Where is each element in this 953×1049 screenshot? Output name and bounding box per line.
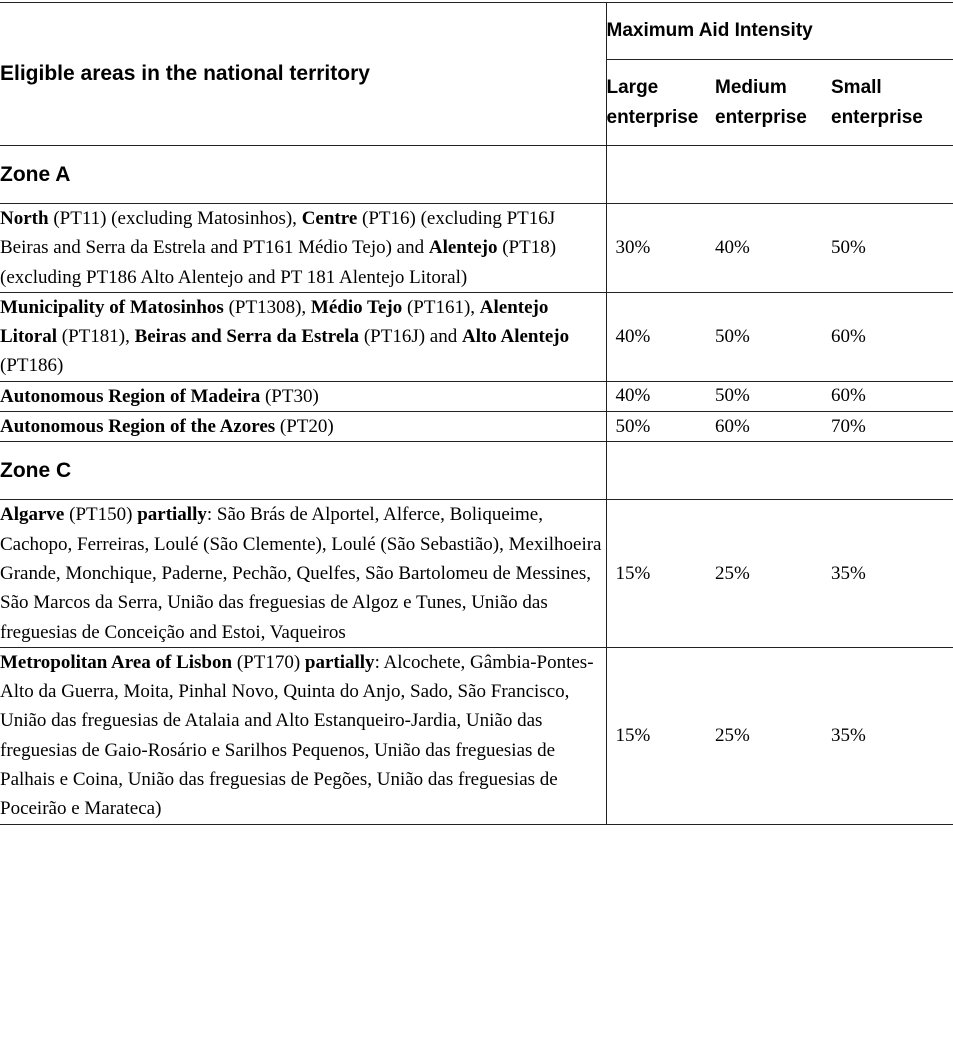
aid-medium-value: 25% [714,647,830,824]
region-name: Beiras and Serra da Estrela [134,326,360,348]
zone-label: Zone C [0,442,606,500]
region-description [0,381,606,411]
region-description [0,647,606,824]
region-description [0,412,606,442]
region-detail: (PT161), [402,296,480,318]
max-aid-intensity-header: Maximum Aid Intensity [606,3,953,60]
table-row [0,412,953,442]
zone-c-row [0,442,953,500]
medium-enterprise-header: Medium enterprise [714,60,830,146]
aid-small-value: 50% [830,204,953,293]
areas-column-header: Eligible areas in the national territory [0,3,606,146]
region-detail: : Alcochete, Gâmbia-Pontes-Alto da Guerra, Moita, Pinhal Novo, Quinta do Anjo, Sado, São Francisco, União das freguesias de Atalaia and Alto Estanqueiro-Jardia, União das freguesias de Gaio-Rosário e Sarilhos Pequenos, União das freguesias de Palhais e Coina, União das freguesias de Pegões, União das freguesias de Poceirão e Marateca) [0,651,594,820]
table-row [0,381,953,411]
table-row [0,204,953,293]
aid-large-value: 30% [606,204,714,293]
region-name: Municipality of Matosinhos [0,296,224,318]
region-name: Médio Tejo [310,296,403,318]
table-row [0,500,953,647]
zone-a-row [0,146,953,204]
aid-large-value: 15% [606,500,714,647]
aid-large-value: 40% [606,381,714,411]
region-detail: (PT16J) and [359,326,462,348]
region-detail: (PT181), [57,326,135,348]
region-name: Alentejo Litoral [0,296,549,348]
region-name: partially [304,651,375,673]
table-body [0,146,953,825]
region-name: Alto Alentejo [461,326,570,348]
small-enterprise-header: Small enterprise [830,60,953,146]
aid-large-value: 40% [606,292,714,381]
region-detail: (PT1308), [223,296,311,318]
aid-medium-value: 40% [714,204,830,293]
region-detail: (PT20) [275,416,334,438]
aid-small-value: 60% [830,292,953,381]
region-description [0,500,606,647]
aid-small-value: 60% [830,381,953,411]
large-enterprise-header: Large enterprise [606,60,714,146]
aid-small-value: 70% [830,412,953,442]
region-name: Algarve [0,504,65,526]
region-name: Metropolitan Area of Lisbon [0,651,233,673]
table-row [0,292,953,381]
zone-empty-cell [606,442,953,500]
region-description [0,292,606,381]
aid-intensity-table [0,2,953,825]
region-detail: (PT18) (excluding PT186 Alto Alentejo and PT 181 Alentejo Litoral) [0,237,557,288]
region-name: Autonomous Region of Madeira [0,385,261,407]
region-detail: (PT11) (excluding Matosinhos), [48,208,302,229]
region-detail: (PT30) [260,385,319,407]
aid-large-value: 15% [606,647,714,824]
aid-small-value: 35% [830,647,953,824]
table-row [0,647,953,824]
aid-medium-value: 60% [714,412,830,442]
region-detail: (PT150) [64,504,138,526]
aid-medium-value: 50% [714,292,830,381]
region-description [0,204,606,293]
zone-empty-cell [606,146,953,204]
region-name: partially [137,504,207,526]
region-detail: : São Brás de Alportel, Alferce, Boliqueime, Cachopo, Ferreiras, Loulé (São Clemente), Loulé (São Sebastião), Mexilhoeira Grande, Monchique, Paderne, Pechão, Quelfes, São Bartolomeu de Messines, São Marcos da Serra, União das freguesias de Algoz e Tunes, União das freguesias de Conceição and Estoi, Vaqueiros [0,504,602,643]
aid-large-value: 50% [606,412,714,442]
aid-medium-value: 50% [714,381,830,411]
region-name: Alentejo [428,237,498,259]
region-name: Autonomous Region of the Azores [0,416,276,438]
region-detail: (PT16) (excluding PT16J Beiras and Serra da Estrela and PT161 Médio Tejo) and [0,208,556,259]
region-name: North [0,208,49,229]
aid-medium-value: 25% [714,500,830,647]
zone-label: Zone A [0,146,606,204]
region-detail: (PT186) [0,355,64,377]
aid-small-value: 35% [830,500,953,647]
region-detail: (PT170) [232,651,305,673]
region-name: Centre [301,208,358,229]
